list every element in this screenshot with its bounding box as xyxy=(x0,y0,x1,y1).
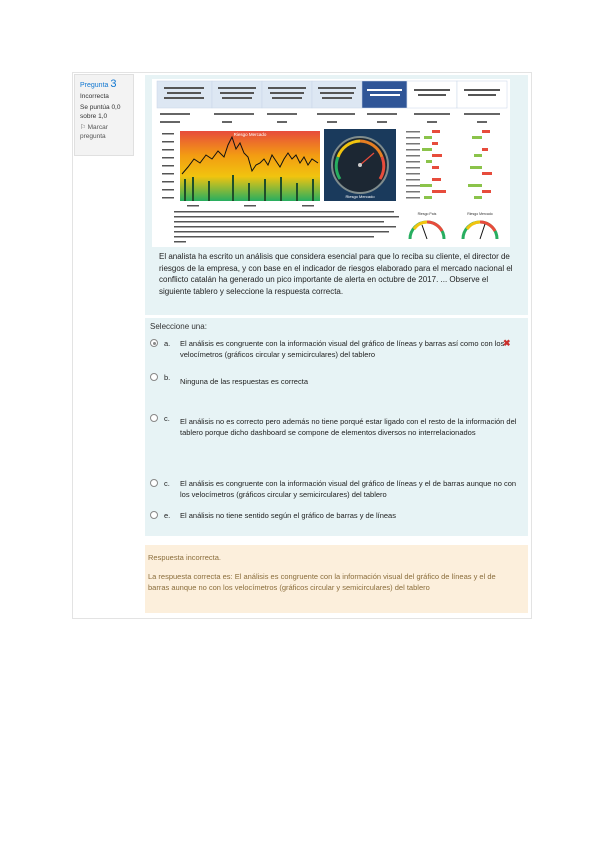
question-num: 3 xyxy=(110,78,117,90)
question-state: Incorrecta xyxy=(80,93,109,100)
option-letter: e. xyxy=(164,511,171,520)
option-letter: a. xyxy=(164,339,171,348)
question-label: Pregunta xyxy=(80,82,109,89)
question-number xyxy=(80,80,128,90)
feedback-text: La respuesta correcta es: El análisis es congruente con la información visual del gráfico de líneas y el de barras aunque no con los velocímetros (gráficos circular y semicirculares) del tablero xyxy=(148,572,496,592)
option-text: El análisis es congruente con la información visual del gráfico de líneas y barras así como con los velocímetros (gráficos circular y semicirculares) del tablero xyxy=(180,339,505,359)
option-text: El análisis es congruente con la información visual del gráfico de líneas y el de barras aunque no con los velocímetros (gráficos circular y semicirculares) del tablero xyxy=(180,479,517,499)
dashboard-svg xyxy=(152,79,510,247)
incorrect-icon: ✖ xyxy=(503,338,511,348)
question-info-panel xyxy=(74,74,134,156)
small-gauge-1-label: Riesgo País xyxy=(417,212,437,216)
radio-c[interactable] xyxy=(150,414,158,422)
radio-b[interactable] xyxy=(150,373,158,381)
option-letter: b. xyxy=(164,373,171,382)
radio-c2[interactable] xyxy=(150,479,158,487)
flag-question-link[interactable] xyxy=(80,123,128,141)
option-letter: c. xyxy=(164,479,170,488)
question-grade: Se puntúa 0,0 sobre 1,0 xyxy=(80,104,121,120)
svg-text:Riesgo Mercado: Riesgo Mercado xyxy=(233,132,267,137)
chart-title xyxy=(234,132,267,137)
radio-a[interactable] xyxy=(150,339,158,347)
flag-icon: ⚐ xyxy=(80,124,86,131)
flag-label: Marcar pregunta xyxy=(80,124,108,140)
option-text: El análisis no tiene sentido según el gráfico de barras y de líneas xyxy=(180,511,396,520)
option-text: El análisis no es correcto pero además no tiene porqué estar ligado con el resto de la información del tablero porque dicho dashboard se compone de elementos diversos no interrelacionados xyxy=(180,417,517,437)
select-one-prompt: Seleccione una: xyxy=(150,322,207,331)
radio-e[interactable] xyxy=(150,511,158,519)
gauge-label: Riesgo Mercado xyxy=(345,194,375,199)
option-text: Ninguna de las respuestas es correcta xyxy=(180,377,308,386)
small-gauge-2-label: Riesgo Mercado xyxy=(467,212,493,216)
feedback-title: Respuesta incorrecta. xyxy=(148,553,221,562)
option-letter: c. xyxy=(164,414,170,423)
dashboard-image xyxy=(152,79,510,247)
question-text: El analista ha escrito un análisis que considera esencial para que lo reciba su cliente, el director de riesgos de la empresa, y con base en el indicador de riesgos elaborado para el mercado nacional el conflicto catalán ha generado un pico importante de alerta en octubre de 2017. ... Observe el siguiente tablero y seleccione la respuesta correcta. xyxy=(159,252,513,296)
